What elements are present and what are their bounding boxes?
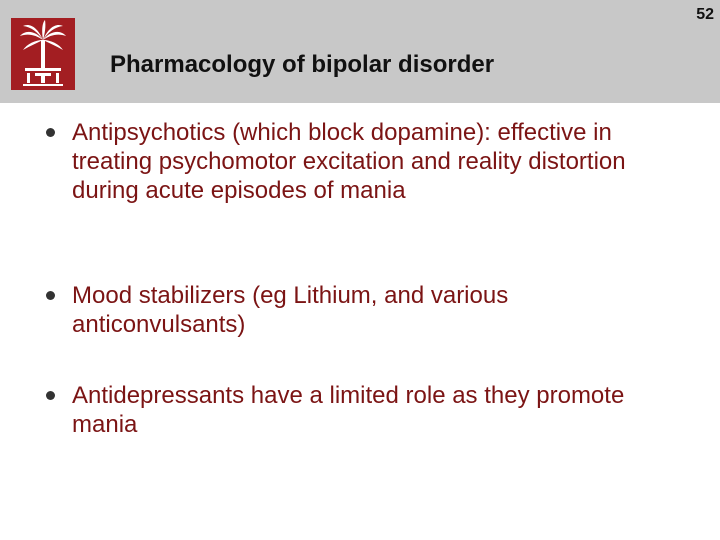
slide-number: 52	[696, 6, 714, 23]
bullet-text: Antidepressants have a limited role as they promote mania	[72, 382, 625, 438]
bullet-dot-icon	[46, 291, 55, 300]
bullet-text: Antipsychotics (which block dopamine): effective in treating psychomotor excitation and reality distortion during acute episodes of mania	[72, 119, 626, 204]
bullet-item	[72, 118, 672, 205]
bullet-dot-icon	[46, 128, 55, 137]
slide-title: Pharmacology of bipolar disorder	[110, 51, 495, 78]
bullet-item	[72, 281, 672, 339]
bullet-text: Mood stabilizers (eg Lithium, and various anticonvulsants)	[72, 282, 509, 338]
bullet-item	[72, 381, 672, 439]
bullet-dot-icon	[46, 391, 55, 400]
